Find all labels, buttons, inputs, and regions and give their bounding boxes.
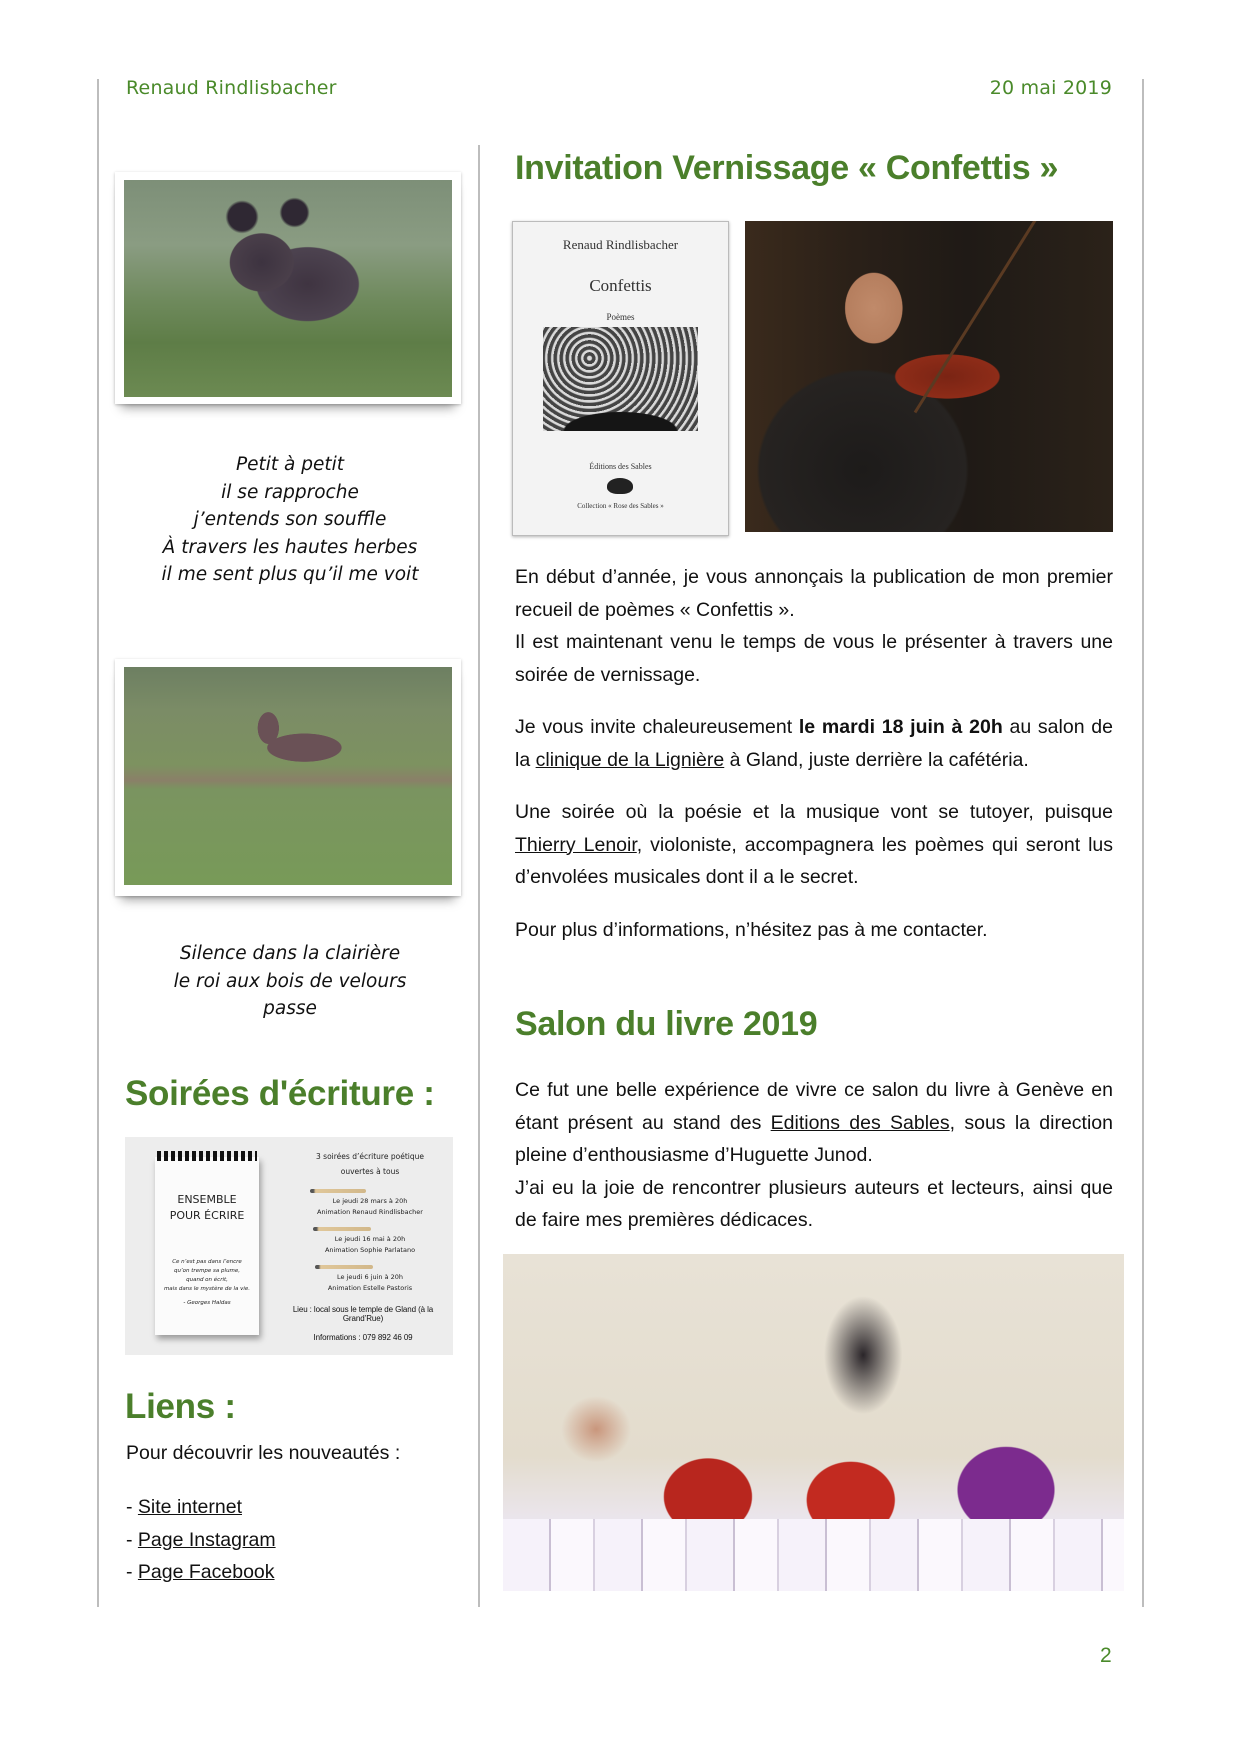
notepad-title-2: POUR ÉCRIRE: [169, 1209, 245, 1222]
poem-deer: [110, 940, 470, 1023]
poem-line: il se rapproche: [221, 481, 359, 503]
link-item: [126, 1491, 276, 1524]
text: , sous la direction pleine d’enthousiasme d’Huguette Junod.: [515, 1111, 1113, 1166]
link-editions-des-sables[interactable]: Editions des Sables: [770, 1111, 950, 1134]
poem-line: À travers les hautes herbes: [162, 536, 418, 558]
invitation-heading: Invitation Vernissage « Confettis »: [515, 149, 1059, 187]
violin-bow: [914, 221, 1038, 413]
cover-collection: Collection « Rose des Sables »: [577, 502, 664, 510]
quote-line: Ce n’est pas dans l’encre: [172, 1259, 242, 1265]
wild-boar-photo: [124, 180, 452, 397]
text: Ce fut une belle expérience de vivre ce salon du livre à Genève en étant présent au stand des: [515, 1079, 1113, 1134]
event-date-highlight: le mardi 18 juin à 20h: [798, 716, 1003, 738]
flyer-event-date: Le jeudi 28 mars à 20h: [332, 1197, 408, 1205]
flyer-event-host: Animation Estelle Pastoris: [327, 1284, 413, 1292]
flyer-info: Informations : 079 892 46 09: [313, 1333, 413, 1342]
flyer-headline-1: 3 soirées d’écriture poétique: [316, 1152, 424, 1161]
link-site-internet[interactable]: Site internet: [137, 1496, 242, 1518]
boar-photo-frame: [115, 172, 461, 404]
cover-author: Renaud Rindlisbacher: [562, 237, 679, 252]
text: Une soirée où la poésie et la musique vont se tutoyer, puisque: [515, 801, 1113, 823]
column-divider: [478, 145, 480, 1607]
flyer-event-date: Le jeudi 16 mai à 20h: [334, 1235, 406, 1243]
poem-line: le roi aux bois de velours: [173, 970, 407, 992]
right-margin-rule: [1142, 79, 1144, 1607]
liens-heading: Liens :: [125, 1387, 236, 1426]
left-margin-rule: [97, 79, 99, 1607]
list-dash: -: [126, 1528, 138, 1551]
link-page-instagram[interactable]: Page Instagram: [137, 1528, 276, 1551]
quote-line: mais dans le mystère de la vie.: [163, 1286, 251, 1292]
cover-title: Confettis: [589, 276, 652, 295]
paragraph: J’ai eu la joie de rencontrer plusieurs auteurs et lecteurs, ainsi que de faire mes premières dédicaces.: [515, 1176, 1113, 1231]
text: Je vous invite chaleureusement: [515, 716, 799, 738]
flyer-event-date: Le jeudi 6 juin à 20h: [336, 1273, 404, 1281]
salon-heading: Salon du livre 2019: [515, 1005, 818, 1043]
text: au salon de la: [515, 716, 1113, 771]
deer-photo-frame: [115, 659, 461, 896]
page-number: 2: [1100, 1644, 1112, 1667]
link-page-facebook[interactable]: Page Facebook: [137, 1561, 275, 1583]
cover-subtitle: Poèmes: [606, 312, 635, 322]
soirees-heading: Soirées d'écriture :: [125, 1074, 435, 1113]
confettis-book-cover: [512, 221, 729, 536]
header-date: 20 mai 2019: [989, 77, 1112, 99]
paragraph: [515, 796, 1113, 894]
paragraph: [515, 711, 1113, 776]
notepad-title-1: ENSEMBLE: [177, 1193, 237, 1206]
rose-logo-icon: [607, 478, 633, 494]
poem-line: passe: [263, 998, 317, 1019]
paragraph: [515, 1074, 1113, 1172]
book-fair-group-photo: [503, 1254, 1124, 1591]
cover-sky-photo: [543, 327, 698, 431]
invitation-body: [515, 561, 1113, 946]
list-dash: -: [126, 1496, 138, 1518]
notepad-graphic: [155, 1157, 259, 1335]
flyer-place: Lieu : local sous le temple de Gland (à la Grand’Rue): [292, 1305, 434, 1323]
link-clinique-ligniere[interactable]: clinique de la Lignière: [535, 748, 725, 771]
flyer-event-host: Animation Sophie Parlatano: [324, 1246, 416, 1254]
poem-line: j’entends son souffle: [193, 509, 387, 530]
violinist-photo: [745, 221, 1113, 532]
paragraph: Il est maintenant venu le temps de vous le présenter à travers une soirée de vernissage.: [515, 631, 1113, 686]
paragraph: En début d’année, je vous annonçais la publication de mon premier recueil de poèmes « Confettis ».: [515, 566, 1113, 621]
spiral-binding-icon: [157, 1151, 257, 1161]
header-author: Renaud Rindlisbacher: [126, 77, 337, 99]
poem-line: Silence dans la clairière: [179, 943, 401, 964]
liens-intro: Pour découvrir les nouveautés :: [126, 1442, 401, 1464]
quote-line: quand on écrit,: [186, 1277, 228, 1283]
poem-line: Petit à petit: [235, 454, 345, 475]
link-item: [126, 1524, 276, 1557]
quote-author: - Georges Haldas: [183, 1300, 231, 1306]
poem-line: il me sent plus qu’il me voit: [161, 564, 419, 585]
quote-line: qu’on trempe sa plume,: [173, 1268, 241, 1274]
flyer-event-host: Animation Renaud Rindlisbacher: [317, 1208, 423, 1216]
text: à Gland, juste derrière la cafétéria.: [724, 748, 1029, 771]
paragraph: Pour plus d’informations, n’hésitez pas à me contacter.: [515, 918, 988, 941]
links-list: [126, 1491, 276, 1589]
text: , violoniste, accompagnera les poèmes qui seront lus d’envolées musicales dont il a le secret.: [515, 833, 1114, 888]
pencil-icon: [310, 1189, 366, 1193]
list-dash: -: [126, 1561, 138, 1583]
salon-body: [515, 1074, 1113, 1237]
poem-boar: [110, 451, 470, 589]
pencil-icon: [313, 1227, 371, 1231]
link-item: [126, 1556, 276, 1589]
writing-evenings-flyer: [125, 1137, 453, 1355]
flyer-headline-2: ouvertes à tous: [340, 1167, 400, 1176]
pencil-icon: [315, 1265, 373, 1269]
cover-publisher: Éditions des Sables: [589, 462, 652, 471]
book-table: [503, 1519, 1124, 1591]
deer-photo: [124, 667, 452, 885]
link-thierry-lenoir[interactable]: Thierry Lenoir: [515, 833, 637, 856]
